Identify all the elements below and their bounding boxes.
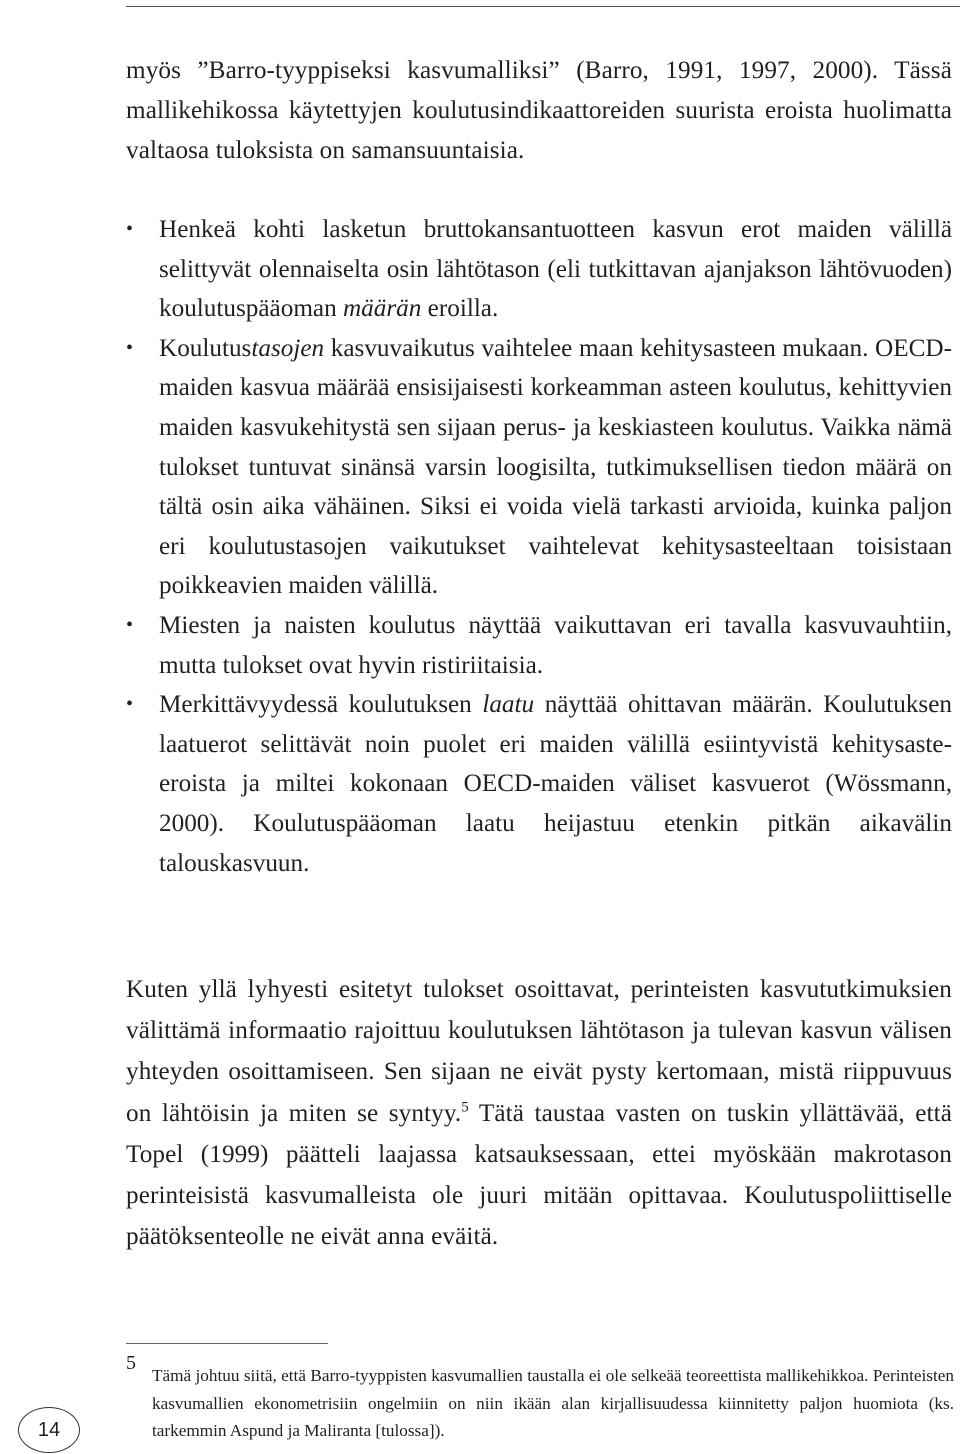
list-item: • Merkittävyydessä koulutuksen laatu näyttää ohittavan määrän. Koulutuksen laatuerot selittävät noin puolet eri maiden välillä esiintyvistä kehitysaste-eroista ja miltei kokonaan OECD-maiden väliset kasvuerot (Wössmann, 2000). Koulutuspääoman laatu heijastuu etenkin pitkän aikavälin talouskasvuun.	[126, 685, 952, 883]
closing-paragraph	[126, 969, 952, 1257]
bullet-icon: •	[126, 693, 134, 716]
intro-paragraph	[126, 51, 952, 172]
intro-text: myös ”Barro-tyyppiseksi kasvumalliksi” (Barro, 1991, 1997, 2000). Tässä mallikehikossa käytettyjen koulutusindikaattoreiden suurista eroista huolimatta valtaosa tuloksista on samansuuntaisia.	[126, 57, 952, 165]
bullet-icon: •	[126, 218, 134, 240]
bullet-icon: •	[126, 336, 134, 359]
closing-text: Kuten yllä lyhyesti esitetyt tulokset osoittavat, perinteisten kasvututkimuksien välittämä informaatio rajoittuu koulutuksen lähtötason ja tulevan kasvun välisen yhteyden osoittamiseen. Sen sijaan ne eivät pysty kertomaan, mistä riippuvuus on lähtöisin ja miten se syntyy.$^5$ Tätä taustaa vasten on tuskin yllättävää, että Topel (1999) päätteli laajassa katsauksessaan, ettei myöskään makrotason perinteisistä kasvumalleista ole juuri mitään opittavaa. Koulutuspoliittiselle päätöksenteolle ne eivät anna eväitä.	[126, 976, 952, 1251]
findings-list	[126, 210, 952, 883]
footnote-text: Tämä johtuu siitä, että Barro-tyyppisten kasvumallien taustalla ei ole selkeää teoreettista mallikehikkoa. Perinteisten kasvumallien ekonometrisiin ongelmiin on niin ikään alan kirjallisuudessa kiinnitetty paljon huomiota (ks. tarkemmin Aspund ja Maliranta [tulossa]).	[152, 1366, 954, 1440]
footnote	[126, 1352, 954, 1445]
list-item: • Henkeä kohti lasketun bruttokansantuotteen kasvun erot maiden välillä selittyvät olennaiselta osin lähtötason (eli tutkittavan ajanjakson lähtövuoden) koulutuspääoman määrän eroilla.	[126, 210, 952, 329]
list-item: • Koulutustasojen kasvuvaikutus vaihtelee maan kehitysasteen mukaan. OECD-maiden kasvua määrää ensisijaisesti korkeamman asteen koulutus, kehittyvien maiden kasvukehitystä sen sijaan perus- ja keskiasteen koulutus. Vaikka nämä tulokset tuntuvat sinänsä varsin loogisilta, tutkimuksellisen tiedon määrä on tältä osin aika vähäinen. Siksi ei voida vielä tarkasti arvioida, kuinka paljon eri koulutustasojen vaikutukset vaihtelevat kehitysasteeltaan toisistaan poikkeavien maiden välillä.	[126, 329, 952, 606]
footnote-divider	[126, 1343, 328, 1344]
footnote-reference[interactable]: 5	[461, 1099, 469, 1116]
list-item: • Miesten ja naisten koulutus näyttää vaikuttavan eri tavalla kasvuvauhtiin, mutta tulokset ovat hyvin ristiriitaisia.	[126, 606, 952, 685]
footnote-number: 5	[126, 1352, 136, 1374]
bullet-icon: •	[126, 613, 134, 636]
page-number: 14	[18, 1407, 80, 1453]
header-rule	[126, 6, 960, 7]
